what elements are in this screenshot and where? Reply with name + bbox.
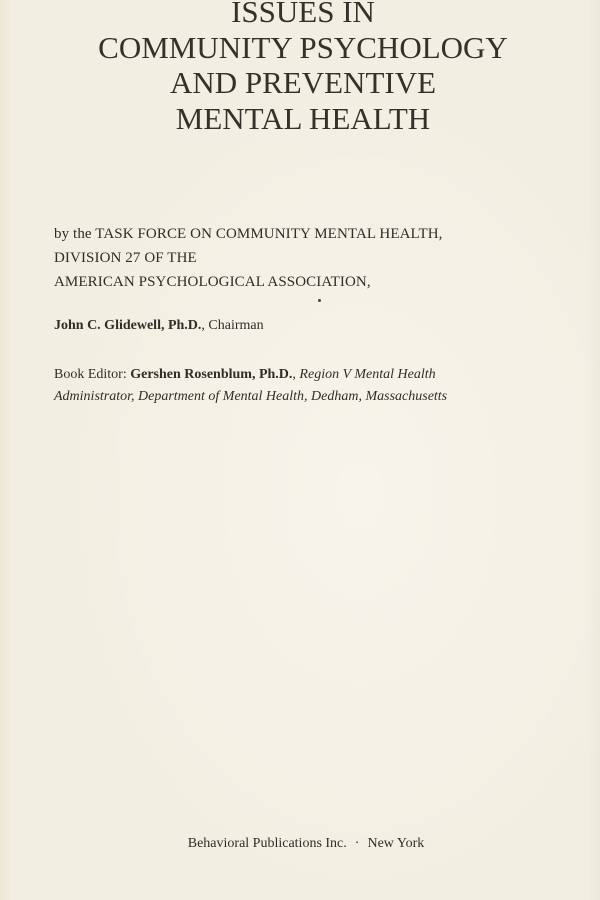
book-title bbox=[0, 0, 600, 136]
title-line-4: MENTAL HEALTH bbox=[175, 100, 431, 136]
editor-credit bbox=[54, 364, 447, 408]
author-line-2: DIVISION 27 OF THE bbox=[54, 250, 197, 266]
editor-role-line-1: Region V Mental Health bbox=[299, 367, 436, 382]
chairman-credit bbox=[54, 316, 264, 336]
editor-role-line-2: Administrator, Department of Mental Health, Dedham, Massachusetts bbox=[54, 389, 448, 404]
publisher-name: Behavioral Publications Inc. bbox=[187, 836, 347, 851]
publisher-separator: · bbox=[354, 836, 360, 851]
chairman-name: John C. Glidewell, Ph.D. bbox=[54, 318, 202, 333]
editor-comma: , bbox=[292, 367, 300, 382]
title-line-1: ISSUES IN bbox=[231, 0, 375, 29]
title-line-3: AND PREVENTIVE bbox=[169, 65, 437, 100]
editor-label: Book Editor: bbox=[54, 367, 131, 382]
chairman-role: , Chairman bbox=[201, 318, 264, 333]
publisher-city: New York bbox=[367, 836, 425, 851]
title-line-2: COMMUNITY PSYCHOLOGY bbox=[98, 29, 508, 65]
editor-line-1 bbox=[54, 364, 447, 386]
author-credit bbox=[54, 222, 443, 294]
editor-name: Gershen Rosenblum, Ph.D. bbox=[130, 367, 293, 382]
author-line-1: by the TASK FORCE ON COMMUNITY MENTAL HEALTH, bbox=[54, 226, 443, 242]
publisher-imprint bbox=[0, 834, 600, 854]
stray-dot bbox=[318, 299, 321, 302]
author-line-3: AMERICAN PSYCHOLOGICAL ASSOCIATION, bbox=[54, 274, 371, 290]
